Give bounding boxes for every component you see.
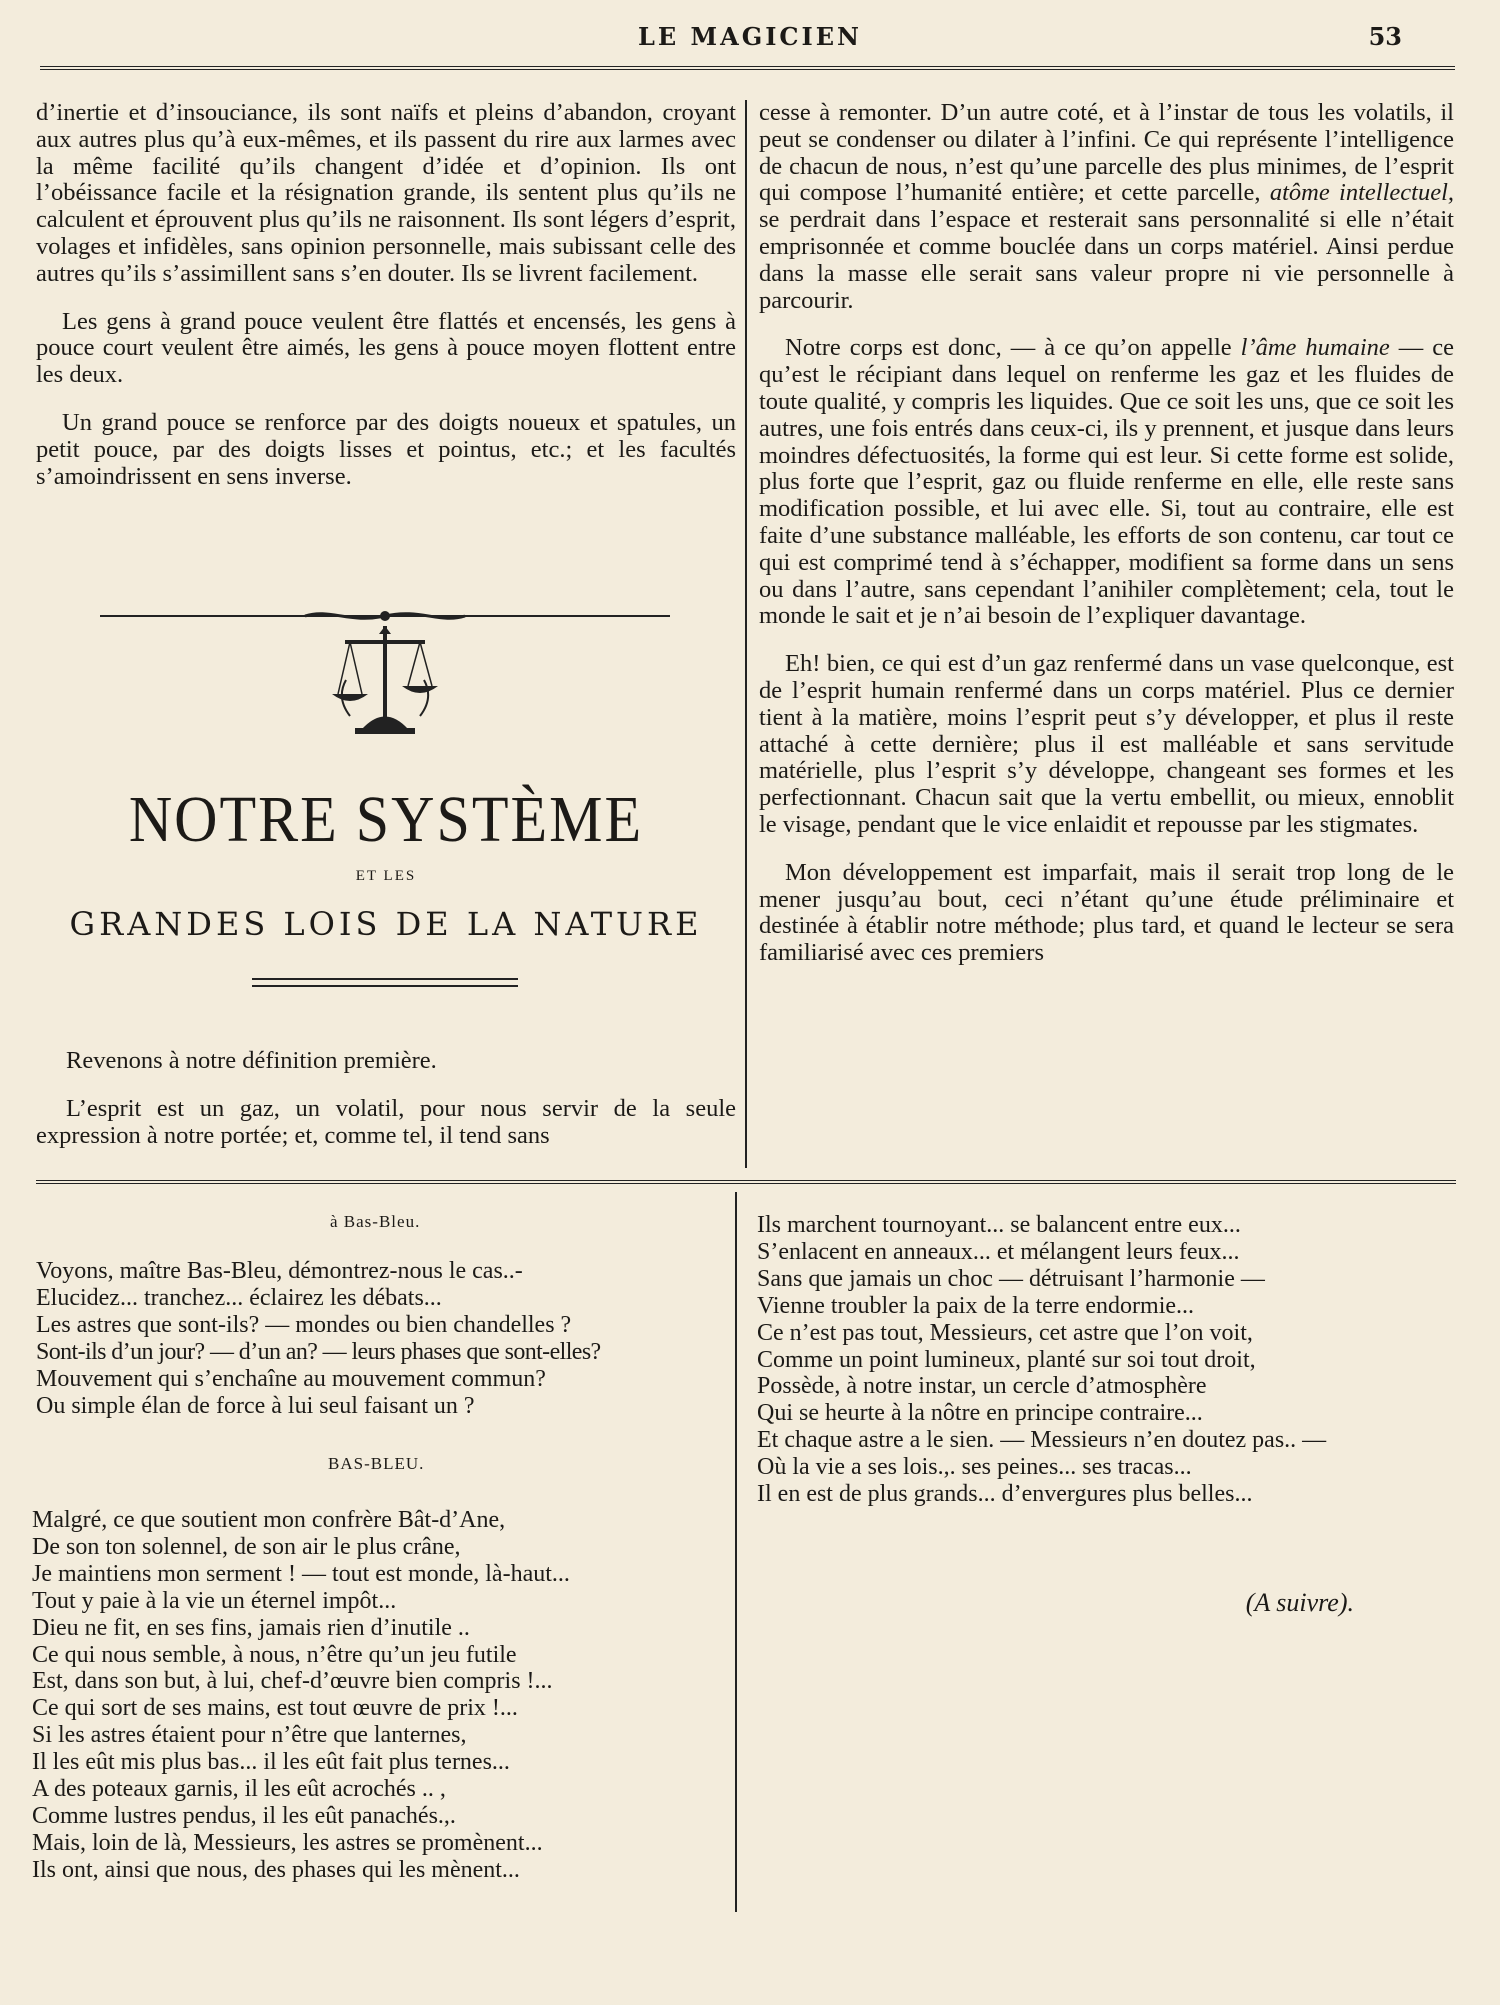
article-subtitle: GRANDES LOIS DE LA NATURE xyxy=(69,905,703,943)
verse-line: Ils marchent tournoyant... se balancent entre eux... xyxy=(757,1212,1241,1238)
column-divider-lower xyxy=(735,1192,737,1912)
verse-line: A des poteaux garnis, il les eût acrochés .. , xyxy=(32,1776,446,1803)
page-number: 53 xyxy=(1368,22,1402,51)
poem-stanza-1 xyxy=(36,1258,601,1419)
italic-phrase: atôme intellectuel, xyxy=(1269,179,1455,207)
to-be-continued: (A suivre). xyxy=(1245,1588,1354,1617)
verse-line: Vienne troubler la paix de la terre endormie... xyxy=(757,1292,1195,1319)
paragraph: Les gens à grand pouce veulent être flattés et encensés, les gens à pouce court veulent être aimés, les gens à pouce moyen flottent entre les deux. xyxy=(36,307,736,389)
verse-line: Comme lustres pendus, il les eût panachés.,. xyxy=(32,1802,456,1829)
verse-line: Sont-ils d’un jour? — d’un an? — leurs phases que sont-elles? xyxy=(36,1338,601,1365)
verse-line: Ce n’est pas tout, Messieurs, cet astre que l’on voit, xyxy=(757,1319,1253,1346)
verse-line: Si les astres étaient pour n’être que lanternes, xyxy=(32,1722,467,1749)
header-rule xyxy=(40,66,1455,70)
verse-line: Je maintiens mon serment ! — tout est monde, là-haut... xyxy=(32,1560,570,1587)
verse-line: Il les eût mis plus bas... il les eût fait plus ternes... xyxy=(32,1749,510,1776)
verse-line: Malgré, ce que soutient mon confrère Bât-d’Ane, xyxy=(32,1507,506,1533)
section-rule xyxy=(36,1180,1456,1184)
verse-line: Tout y paie à la vie un éternel impôt... xyxy=(32,1587,397,1614)
scales-ornament xyxy=(100,604,670,744)
verse-line: Est, dans son but, à lui, chef-d’œuvre bien compris !... xyxy=(32,1668,553,1695)
verse-line: Dieu ne fit, en ses fins, jamais rien d’inutile .. xyxy=(32,1614,470,1641)
title-connector: ET LES xyxy=(355,868,417,884)
poem-stanza-3 xyxy=(757,1212,1326,1508)
paragraph-text: Notre corps est donc, — à ce qu’on appelle xyxy=(785,334,1232,362)
paragraph xyxy=(759,335,1454,630)
verse-line: Ce qui nous semble, à nous, n’être qu’un jeu futile xyxy=(32,1641,517,1668)
verse-line: Ou simple élan de force à lui seul faisant un ? xyxy=(36,1392,475,1419)
verse-line: Voyons, maître Bas-Bleu, démontrez-nous le cas..- xyxy=(36,1258,523,1284)
paragraph xyxy=(759,100,1454,314)
verse-line: S’enlacent en anneaux... et mélangent leurs feux... xyxy=(757,1238,1240,1265)
verse-line: Elucidez... tranchez... éclairez les débats... xyxy=(36,1284,442,1311)
verse-line: Mais, loin de là, Messieurs, les astres se promènent... xyxy=(32,1829,543,1856)
poem-speaker: BAS-BLEU. xyxy=(328,1454,425,1473)
verse-line: Ce qui sort de ses mains, est tout œuvre de prix !... xyxy=(32,1695,518,1722)
left-column-article xyxy=(36,1048,736,1149)
paragraph: Revenons à notre définition première. xyxy=(66,1047,437,1074)
paragraph: Eh! bien, ce qui est d’un gaz renfermé dans un vase quelconque, est de l’esprit humain renfermé dans un corps matériel. Plus ce dernier tient à la matière, moins l’esprit peut s’y développer, et plus il reste attaché à cette dernière; plus il est malléable et sans servitude matérielle, plus l’esprit s’y développe, changeant ses formes et les perfectionnant. Chacun sait que la vertu embellit, ou mieux, ennoblit le visage, pendant que le vice enlaidit et repousse par les stigmates. xyxy=(759,650,1454,838)
verse-line: Où la vie a ses lois.,. ses peines... ses tracas... xyxy=(757,1454,1192,1481)
paragraph-text: se perdrait dans l’espace et resterait sans personnalité si elle n’était emprisonnée et comme bouclée dans un corps matériel. Ainsi perdue dans la masse elle serait sans valeur propre ni vie personnelle à parcourir. xyxy=(759,206,1454,314)
verse-line: Sans que jamais un choc — détruisant l’harmonie — xyxy=(757,1265,1265,1292)
verse-line: Possède, à notre instar, un cercle d’atmosphère xyxy=(757,1373,1207,1400)
verse-line: Il en est de plus grands... d’envergures plus belles... xyxy=(757,1481,1253,1508)
column-divider-upper xyxy=(745,100,747,1168)
right-column-top xyxy=(759,100,1454,967)
article-title: NOTRE SYSTÈME xyxy=(128,782,644,856)
journal-title: LE MAGICIEN xyxy=(638,22,862,51)
paragraph: d’inertie et d’insouciance, ils sont naïfs et pleins d’abandon, croyant aux autres plus qu’à eux-mêmes, et ils passent du rire aux larmes avec la même facilité qu’ils changent d’idée et d’opinion. Ils ont l’obéissance facile et la résignation grande, ils sentent plus qu’ils ne calculent et éprouvent plus qu’ils ne raisonnent. Ils sont légers d’esprit, volages et infidèles, sans opinion personnelle, mais subissant celle des autres qu’ils s’assimillent sans s’en douter. Ils se livrent facilement. xyxy=(36,99,736,287)
verse-line: Et chaque astre a le sien. — Messieurs n’en doutez pas.. — xyxy=(757,1427,1327,1454)
verse-line: Qui se heurte à la nôtre en principe contraire... xyxy=(757,1400,1203,1427)
left-column-top xyxy=(36,100,736,511)
poem-stanza-2 xyxy=(32,1507,570,1884)
verse-line: Ils ont, ainsi que nous, des phases qui les mènent... xyxy=(32,1856,520,1883)
paragraph: Mon développement est imparfait, mais il serait trop long de le mener jusqu’au bout, ceci n’étant qu’une étude préliminaire et destinée à établir notre méthode; plus tard, et quand le lecteur se sera familiarisé avec ces premiers xyxy=(759,858,1454,967)
paragraph: L’esprit est un gaz, un volatil, pour nous servir de la seule expression à notre portée; et, comme tel, il tend sans xyxy=(36,1094,736,1149)
paragraph: Un grand pouce se renforce par des doigts noueux et spatules, un petit pouce, par des doigts lisses et pointus, etc.; et les facultés s’amoindrissent en sens inverse. xyxy=(36,408,736,490)
italic-phrase: l’âme humaine xyxy=(1240,334,1390,362)
verse-line: Les astres que sont-ils? — mondes ou bien chandelles ? xyxy=(36,1311,572,1338)
paragraph-text: — ce qu’est le récipiant dans lequel on renferme les gaz et les fluides de toute qualité, y compris les liquides. Que ce soit les uns, que ce soit les autres, une fois entrés dans ceux-ci, ils y prennent, et jusque dans leurs moindres défectuosités, la forme qui est leur. Si cette forme est solide, plus forte que l’esprit, gaz ou fluide renferme en elle, elle reste sans modification possible, et lui avec elle. Si, tout au contraire, elle est faite d’une substance malléable, les efforts de son contenu, car tout ce qui est comprimé tend à s’échapper, modifient sa forme dans un sens ou dans l’autre, sans cependant l’anihiler complètement; cela, tout le monde le sait et je n’ai besoin de l’expliquer davantage. xyxy=(759,334,1454,630)
paragraph-text: cesse à remonter. D’un autre coté, et à l’instar de tous les volatils, il peut se condenser ou dilater à l’infini. Ce qui représente l’intelligence de chacun de nous, n’est qu’une parcelle des plus minimes, de l’esprit qui compose l’humanité entière; et cette parcelle, xyxy=(759,99,1454,207)
title-double-rule xyxy=(252,978,518,987)
verse-line: De son ton solennel, de son air le plus crâne, xyxy=(32,1533,461,1560)
running-head xyxy=(0,22,1500,62)
poem-speaker: à Bas-Bleu. xyxy=(330,1212,421,1231)
verse-line: Comme un point lumineux, planté sur soi tout droit, xyxy=(757,1346,1256,1373)
verse-line: Mouvement qui s’enchaîne au mouvement commun? xyxy=(36,1365,546,1392)
